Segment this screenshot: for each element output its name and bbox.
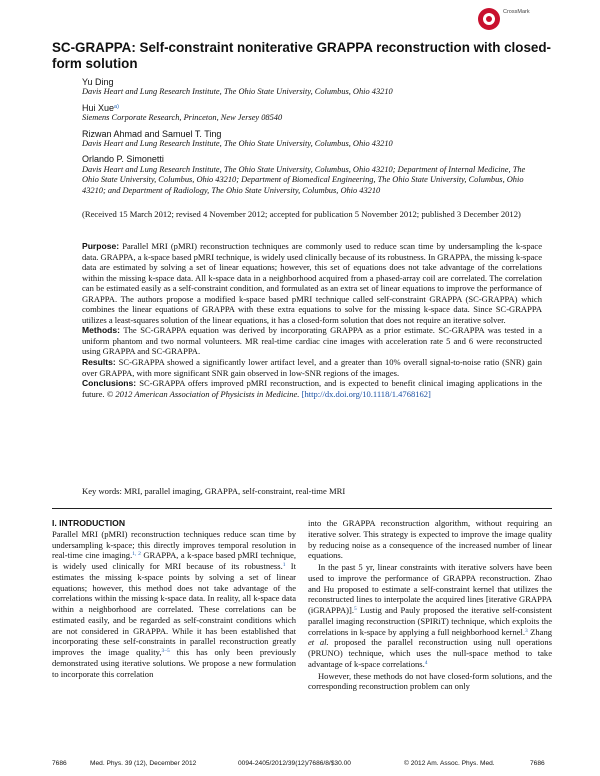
author-name: Hui Xue$^{a)}$ [82, 102, 119, 113]
citation-link[interactable]: 4 [424, 659, 428, 666]
section-divider [52, 508, 552, 509]
intro-paragraph: However, these methods do not have closed-form solutions, and the corresponding reconstruction problem can only [308, 670, 552, 692]
abstract-purpose: Purpose: Parallel MRI (pMRI) reconstruction techniques are commonly used to reduce scan time by undersampling the k-space data. GRAPPA, a k-space based pMRI technique, is widely used clinically because of its robustness. In GRAPPA, the missing k-space data are estimated by solving a set of linear equations; however, this set of equations does not take advantage of the correlations within the missing k-space data. All k-space data in a neighborhood acquired from a phased-array coil are correlated. The correlation can be estimated easily as a self-constraint condition, and formulated as an extra set of linear equations to improve the performance of GRAPPA. The authors propose a modified k-space based pMRI technique called self-constraint GRAPPA (SC-GRAPPA) which combines the linear equations of GRAPPA with these extra equations to solve for the missing k-space data. Since SC-GRAPPA utilizes a least-squares solution of the linear equations, it has a closed-form solution that does not require an iterative solver. [82, 241, 543, 325]
abstract-label: Methods: [82, 325, 120, 336]
author-name: Orlando P. Simonetti [82, 154, 164, 165]
footer-code: 0094-2405/2012/39(12)/7686/8/$30.00 [238, 760, 351, 767]
received-dates: (Received 15 March 2012; revised 4 November 2012; accepted for publication 5 November 2012; published 3 December 2012) [82, 209, 521, 219]
intro-paragraph: into the GRAPPA reconstruction algorithm, without requiring an iterative solver. This strategy is expected to improve the image quality by reducing noise as a consequence of the increased number of linear equations. [308, 518, 552, 561]
right-column [308, 518, 552, 692]
footer-journal: Med. Phys. 39 (12), December 2012 [90, 760, 197, 767]
footer-page-number: 7686 [530, 760, 545, 767]
citation-link[interactable]: 5 [354, 606, 357, 612]
author-name: Yu Ding [82, 77, 114, 87]
abstract-results: Results: SC-GRAPPA showed a significantly lower artifact level, and a greater than 10% overall signal-to-noise ratio (SNR) gain over GRAPPA, with more significant SNR gain observed in low-SNR regions of the images. [82, 357, 542, 378]
crossmark-label: CrossMark [503, 9, 530, 15]
crossmark-badge[interactable] [478, 6, 540, 34]
keywords: Key words: MRI, parallel imaging, GRAPPA, self-constraint, real-time MRI [82, 486, 346, 496]
crossmark-icon [478, 8, 500, 30]
paper-title: SC-GRAPPA: Self-constraint noniterative GRAPPA reconstruction with closed-form solution [52, 40, 551, 71]
left-column [52, 518, 296, 679]
author-affiliation: Davis Heart and Lung Research Institute, The Ohio State University, Columbus, Ohio 43210 [82, 87, 393, 97]
author-affiliation: Davis Heart and Lung Research Institute, The Ohio State University, Columbus, Ohio 43210; Department of Internal Medicine, The Ohio State University, Columbus, Ohio 43210; Department of Biomedical Engineering, The Ohio State University, Columbus, Ohio 43210; and Department of Radiology, The Ohio State University, Columbus, Ohio 43210 [82, 164, 526, 195]
intro-paragraph: In the past 5 yr, linear constraints with iterative solvers have been used to improve the performance of GRAPPA reconstruction. Zhao and Hu proposed to estimate a self-constraint kernel that utilizes the reconstructed lines to interpolate the acquired lines [iterative GRAPPA (iGRAPPA)].$^5$ Lustig and Pauly proposed the iterative self-consistent parallel imaging reconstruction (SPIRiT) technique, which exploits the correlations in k-space by applying a full neighborhood kernel.$^3$ Zhang et al. proposed the parallel reconstruction using null operations (PRUNO) technique, which uses the null-space method to take advantage of k-space correlations.$^4$ [308, 562, 552, 669]
abstract-methods: Methods: The SC-GRAPPA equation was derived by incorporating GRAPPA as a prior estimate. SC-GRAPPA was tested in a uniform phantom and two normal volunteers. MR real-time cardiac cine images with acceleration rate 5 and 6 were reconstructed using GRAPPA and SC-GRAPPA. [82, 325, 543, 357]
abstract [82, 241, 542, 399]
footer-copyright: © 2012 Am. Assoc. Phys. Med. [404, 760, 495, 767]
abstract-label: Purpose: [82, 241, 120, 251]
author-affiliation: Davis Heart and Lung Research Institute, The Ohio State University, Columbus, Ohio 43210 [82, 139, 393, 149]
abstract-copyright: © 2012 American Association of Physicists in Medicine. [106, 388, 300, 399]
abstract-label: Conclusions: [82, 378, 137, 389]
footer-page-number: 7686 [52, 760, 67, 767]
citation-link[interactable]: 1 [282, 562, 286, 568]
section-heading: I. INTRODUCTION [52, 518, 126, 528]
author-name: Rizwan Ahmad and Samuel T. Ting [82, 128, 222, 139]
citation-link[interactable]: 1, 2 [132, 551, 141, 558]
author-affiliation: Siemens Corporate Research, Princeton, New Jersey 08540 [82, 113, 283, 123]
citation-link[interactable]: 3–5 [161, 648, 170, 654]
author-footnote-marker[interactable]: a) [114, 103, 119, 110]
intro-paragraph: Parallel MRI (pMRI) reconstruction techniques reduce scan time by undersampling k-space; this directly improves temporal resolution in real-time cine imaging.$^{1, 2}$ GRAPPA, a k-space based pMRI technique, is widely used clinically for MRI because of its robustness.$^1$ It estimates the missing k-space points by solving a set of linear equations; however, this method does not take advantage of the correlations within the missing k-space data. In reality, all k-space data within a neighborhood are correlated. These correlations can be estimated easily, and be regarded as self-constraint conditions which are not considered in GRAPPA. While it has been established that incorporating these self-constraints in parallel reconstruction greatly improves the image quality,$^{3-5}$ this has only been previously demonstrated using iterative solutions. We propose a new formulation to incorporate this correlation [52, 528, 296, 679]
abstract-label: Results: [82, 357, 116, 368]
citation-link[interactable]: 3 [525, 627, 528, 634]
abstract-conclusions: Conclusions: SC-GRAPPA offers improved pMRI reconstruction, and is expected to benefit clinical imaging applications in the future. © 2012 American Association of Physicists in Medicine. [http://dx.doi.org/10.1118/1.4768162] [82, 378, 542, 399]
author-block [82, 74, 542, 196]
doi-link[interactable]: [http://dx.doi.org/10.1118/1.4768162] [301, 388, 431, 399]
